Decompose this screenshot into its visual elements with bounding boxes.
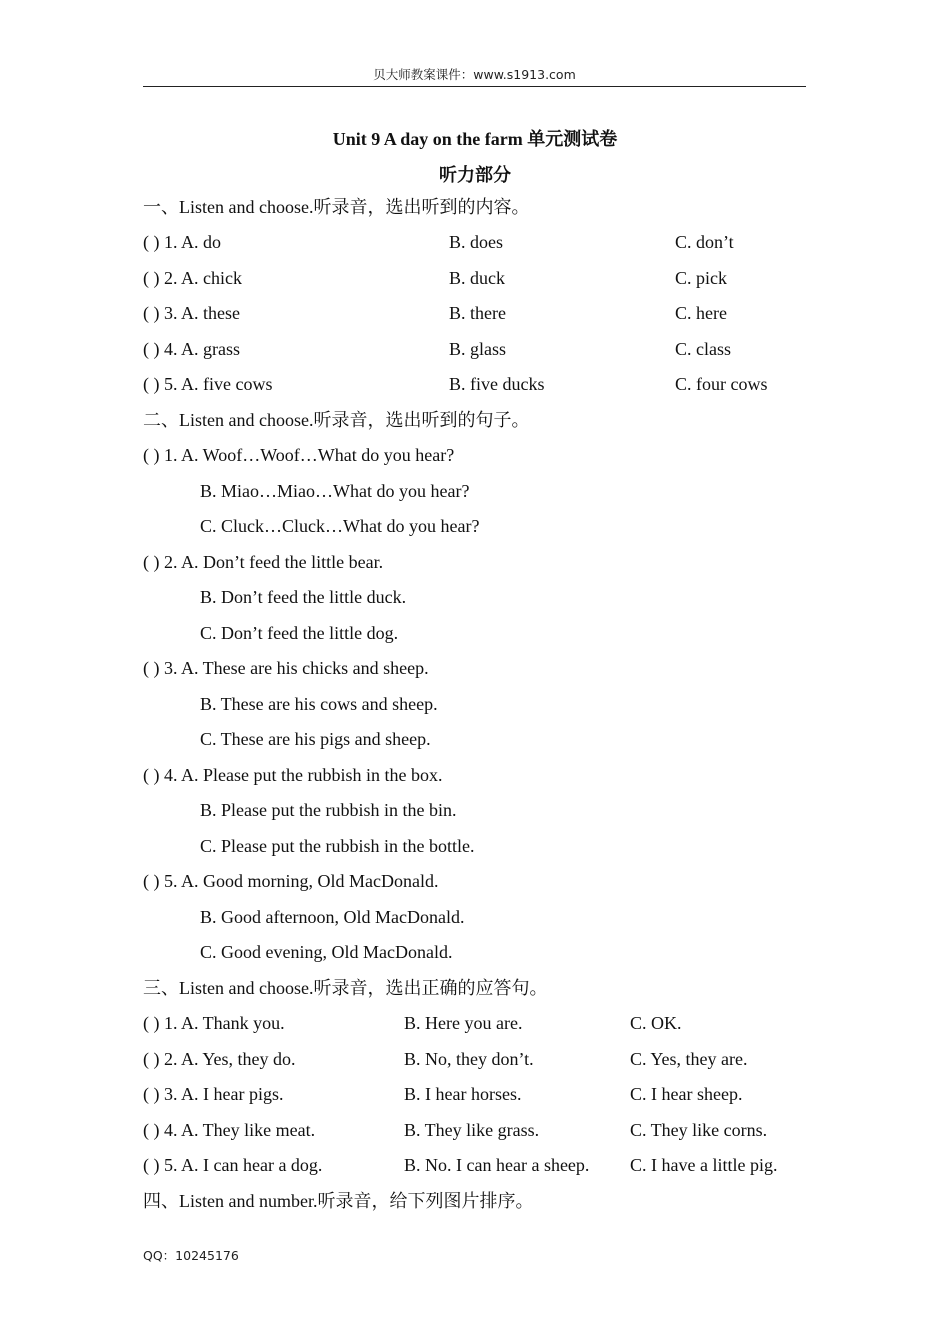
question-option-a: ( ) 4. A. Please put the rubbish in the box. xyxy=(143,765,443,785)
question-option-b: B. They like grass. xyxy=(404,1120,540,1140)
question-option-a: ( ) 1. A. Woof…Woof…What do you hear? xyxy=(143,445,455,465)
question-option-b: B. No. I can hear a sheep. xyxy=(404,1155,590,1175)
question-option-a: ( ) 2. A. Yes, they do. xyxy=(143,1049,296,1069)
section-heading: 四、Listen and number.听录音，给下列图片排序。 xyxy=(143,1191,534,1211)
question-option-a: ( ) 4. A. grass xyxy=(143,339,240,359)
question-option-b: B. Don’t feed the little duck. xyxy=(200,587,407,607)
question-option-c: C. Cluck…Cluck…What do you hear? xyxy=(200,516,480,536)
question-option-b: B. These are his cows and sheep. xyxy=(200,694,438,714)
question-option-b: B. glass xyxy=(449,339,507,359)
question-option-c: C. I have a little pig. xyxy=(630,1155,778,1175)
question-option-b: B. No, they don’t. xyxy=(404,1049,534,1069)
question-option-b: B. duck xyxy=(449,268,505,288)
question-option-a: ( ) 5. A. Good morning, Old MacDonald. xyxy=(143,871,439,891)
question-option-a: ( ) 4. A. They like meat. xyxy=(143,1120,316,1140)
page-footer: QQ：10245176 xyxy=(143,1248,239,1263)
question-option-b: B. I hear horses. xyxy=(404,1084,522,1104)
page-header: 贝大师教案课件：www.s1913.com xyxy=(143,64,806,87)
question-option-a: ( ) 1. A. Thank you. xyxy=(143,1013,285,1033)
question-option-c: C. These are his pigs and sheep. xyxy=(200,729,431,749)
question-option-c: C. I hear sheep. xyxy=(630,1084,743,1104)
section-heading: 二、Listen and choose.听录音，选出听到的句子。 xyxy=(143,410,530,430)
question-option-c: C. class xyxy=(675,339,731,359)
question-option-b: B. Please put the rubbish in the bin. xyxy=(200,800,457,820)
question-option-b: B. there xyxy=(449,303,506,323)
question-option-c: C. OK. xyxy=(630,1013,682,1033)
section-heading: 三、Listen and choose.听录音，选出正确的应答句。 xyxy=(143,978,548,998)
question-option-a: ( ) 3. A. These are his chicks and sheep. xyxy=(143,658,429,678)
question-option-c: C. Don’t feed the little dog. xyxy=(200,623,399,643)
question-option-a: ( ) 2. A. chick xyxy=(143,268,242,288)
question-option-b: B. five ducks xyxy=(449,374,545,394)
question-option-b: B. does xyxy=(449,232,503,252)
question-option-c: C. pick xyxy=(675,268,727,288)
question-option-a: ( ) 5. A. I can hear a dog. xyxy=(143,1155,323,1175)
question-option-c: C. They like corns. xyxy=(630,1120,768,1140)
question-option-a: ( ) 3. A. I hear pigs. xyxy=(143,1084,284,1104)
question-option-c: C. Good evening, Old MacDonald. xyxy=(200,942,453,962)
question-option-b: B. Miao…Miao…What do you hear? xyxy=(200,481,470,501)
test-subtitle: 听力部分 xyxy=(439,165,511,185)
question-option-c: C. here xyxy=(675,303,727,323)
question-option-c: C. Yes, they are. xyxy=(630,1049,748,1069)
question-option-c: C. Please put the rubbish in the bottle. xyxy=(200,836,475,856)
test-title: Unit 9 A day on the farm 单元测试卷 xyxy=(332,129,618,149)
question-option-c: C. four cows xyxy=(675,374,768,394)
question-option-a: ( ) 5. A. five cows xyxy=(143,374,273,394)
question-option-a: ( ) 1. A. do xyxy=(143,232,221,252)
question-option-b: B. Here you are. xyxy=(404,1013,523,1033)
section-heading: 一、Listen and choose.听录音，选出听到的内容。 xyxy=(143,197,530,217)
question-option-b: B. Good afternoon, Old MacDonald. xyxy=(200,907,465,927)
question-option-c: C. don’t xyxy=(675,232,734,252)
question-option-a: ( ) 3. A. these xyxy=(143,303,240,323)
question-option-a: ( ) 2. A. Don’t feed the little bear. xyxy=(143,552,384,572)
